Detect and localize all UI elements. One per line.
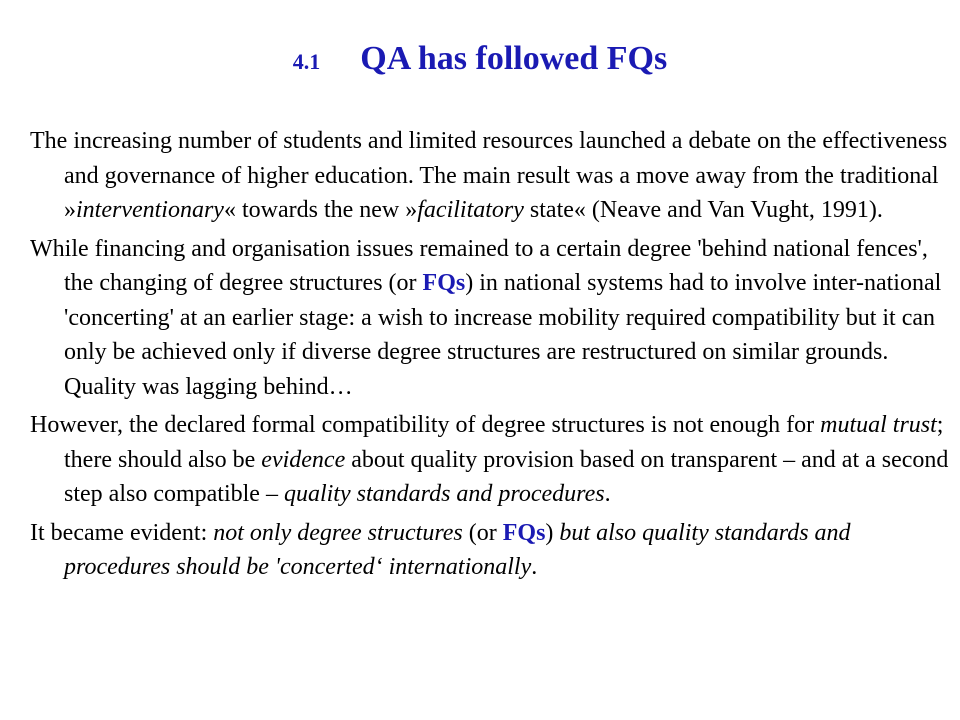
slide-title <box>0 40 960 78</box>
highlight-fqs: FQs <box>502 519 546 546</box>
text-segment: The increasing number of students and limited resources launched a debate on the effectiveness and governance of higher education. The main result was a move away from the traditional » <box>30 128 948 223</box>
text-segment: « towards the new » <box>223 197 418 223</box>
italic-term: not only degree structures <box>213 519 463 546</box>
text-segment: However, the declared formal compatibility of degree structures is not enough for <box>30 412 821 438</box>
italic-term: mutual trust <box>820 412 937 438</box>
text-segment: state« (Neave and Van Vught, 1991). <box>523 197 883 223</box>
title-text: QA has followed FQs <box>360 40 668 77</box>
text-segment: ) <box>545 519 560 546</box>
italic-term: interventionary <box>76 197 224 223</box>
paragraph-2 <box>30 232 950 405</box>
text-segment: ) in national systems had to involve inter-national 'concerting' at an earlier stage: a wish to increase mobility required compatibility but it can only be achieved only if diverse degree structures are restructured on similar grounds. Quality was lagging behind… <box>64 270 942 400</box>
text-segment: . <box>531 554 538 580</box>
text-segment: While financing and organisation issues remained to a certain degree 'behind national fences', the changing of degree structures (or <box>30 235 928 296</box>
italic-term: but also quality standards and procedures should be 'concerted‘ internationally <box>64 519 851 580</box>
paragraph-4 <box>30 516 950 585</box>
section-number: 4.1 <box>292 49 321 74</box>
paragraph-3 <box>30 408 950 512</box>
text-segment: It became evident: <box>30 519 214 546</box>
italic-term: quality standards and procedures <box>283 481 605 507</box>
slide-body <box>30 124 950 589</box>
text-segment: . <box>604 481 611 507</box>
text-segment: (or <box>462 519 503 546</box>
paragraph-1 <box>30 124 950 228</box>
italic-term: facilitatory <box>417 197 524 223</box>
text-segment: ; there should also be <box>64 412 944 473</box>
highlight-fqs: FQs <box>422 270 466 296</box>
italic-term: evidence <box>261 446 346 473</box>
text-segment: about quality provision based on transparent – and at a second step also compatible – <box>64 446 949 507</box>
